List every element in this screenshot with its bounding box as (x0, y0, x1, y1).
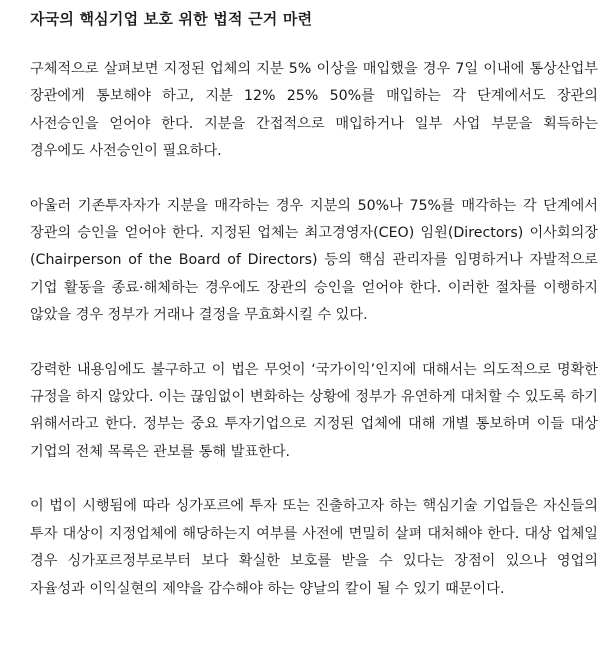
paragraph-2: 아울러 기존투자자가 지분을 매각하는 경우 지분의 50%나 75%를 매각하는 각 단계에서 장관의 승인을 얻어야 한다. 지정된 업체는 최고경영자(CEO) 임원(Directors) 이사회의장(Chairperson of the Board of Directors) 등의 핵심 관리자를 임명하거나 자발적으로 기업 활동을 종료·해체하는 경우에도 장관의 승인을 얻어야 한다. 이러한 절차를 이행하지 않았을 경우 정부가 거래나 결정을 무효화시킬 수 있다. (30, 197, 598, 324)
section-title: 자국의 핵심기업 보호 위한 법적 근거 마련 (30, 10, 313, 28)
paragraph-4: 이 법이 시행됨에 따라 싱가포르에 투자 또는 진출하고자 하는 핵심기술 기업들은 자신들의 투자 대상이 지정업체에 해당하는지 여부를 사전에 면밀히 살펴 대처해야 한다. 대상 업체일 경우 싱가포르정부로부터 보다 확실한 보호를 받을 수 있다는 장점이 있으나 영업의 자율성과 이익실현의 제약을 감수해야 하는 양날의 칼이 될 수 있기 때문이다. (30, 498, 598, 597)
paragraph-1: 구체적으로 살펴보면 지정된 업체의 지분 5% 이상을 매입했을 경우 7일 이내에 통상산업부 장관에게 통보해야 하고, 지분 12% 25% 50%를 매입하는 각 단계에서도 장관의 사전승인을 얻어야 한다. 지분을 간접적으로 매입하거나 일부 사업 부문을 획득하는 경우에도 사전승인이 필요하다. (30, 61, 598, 160)
paragraph-3: 강력한 내용임에도 불구하고 이 법은 무엇이 ‘국가이익’인지에 대해서는 의도적으로 명확한 규정을 하지 않았다. 이는 끊임없이 변화하는 상황에 정부가 유연하게 대처할 수 있도록 하기 위해서라고 한다. 정부는 중요 투자기업으로 지정된 업체에 대해 개별 통보하며 이들 대상 기업의 전체 목록은 관보를 통해 발표한다. (30, 361, 598, 460)
document-body (30, 8, 598, 630)
